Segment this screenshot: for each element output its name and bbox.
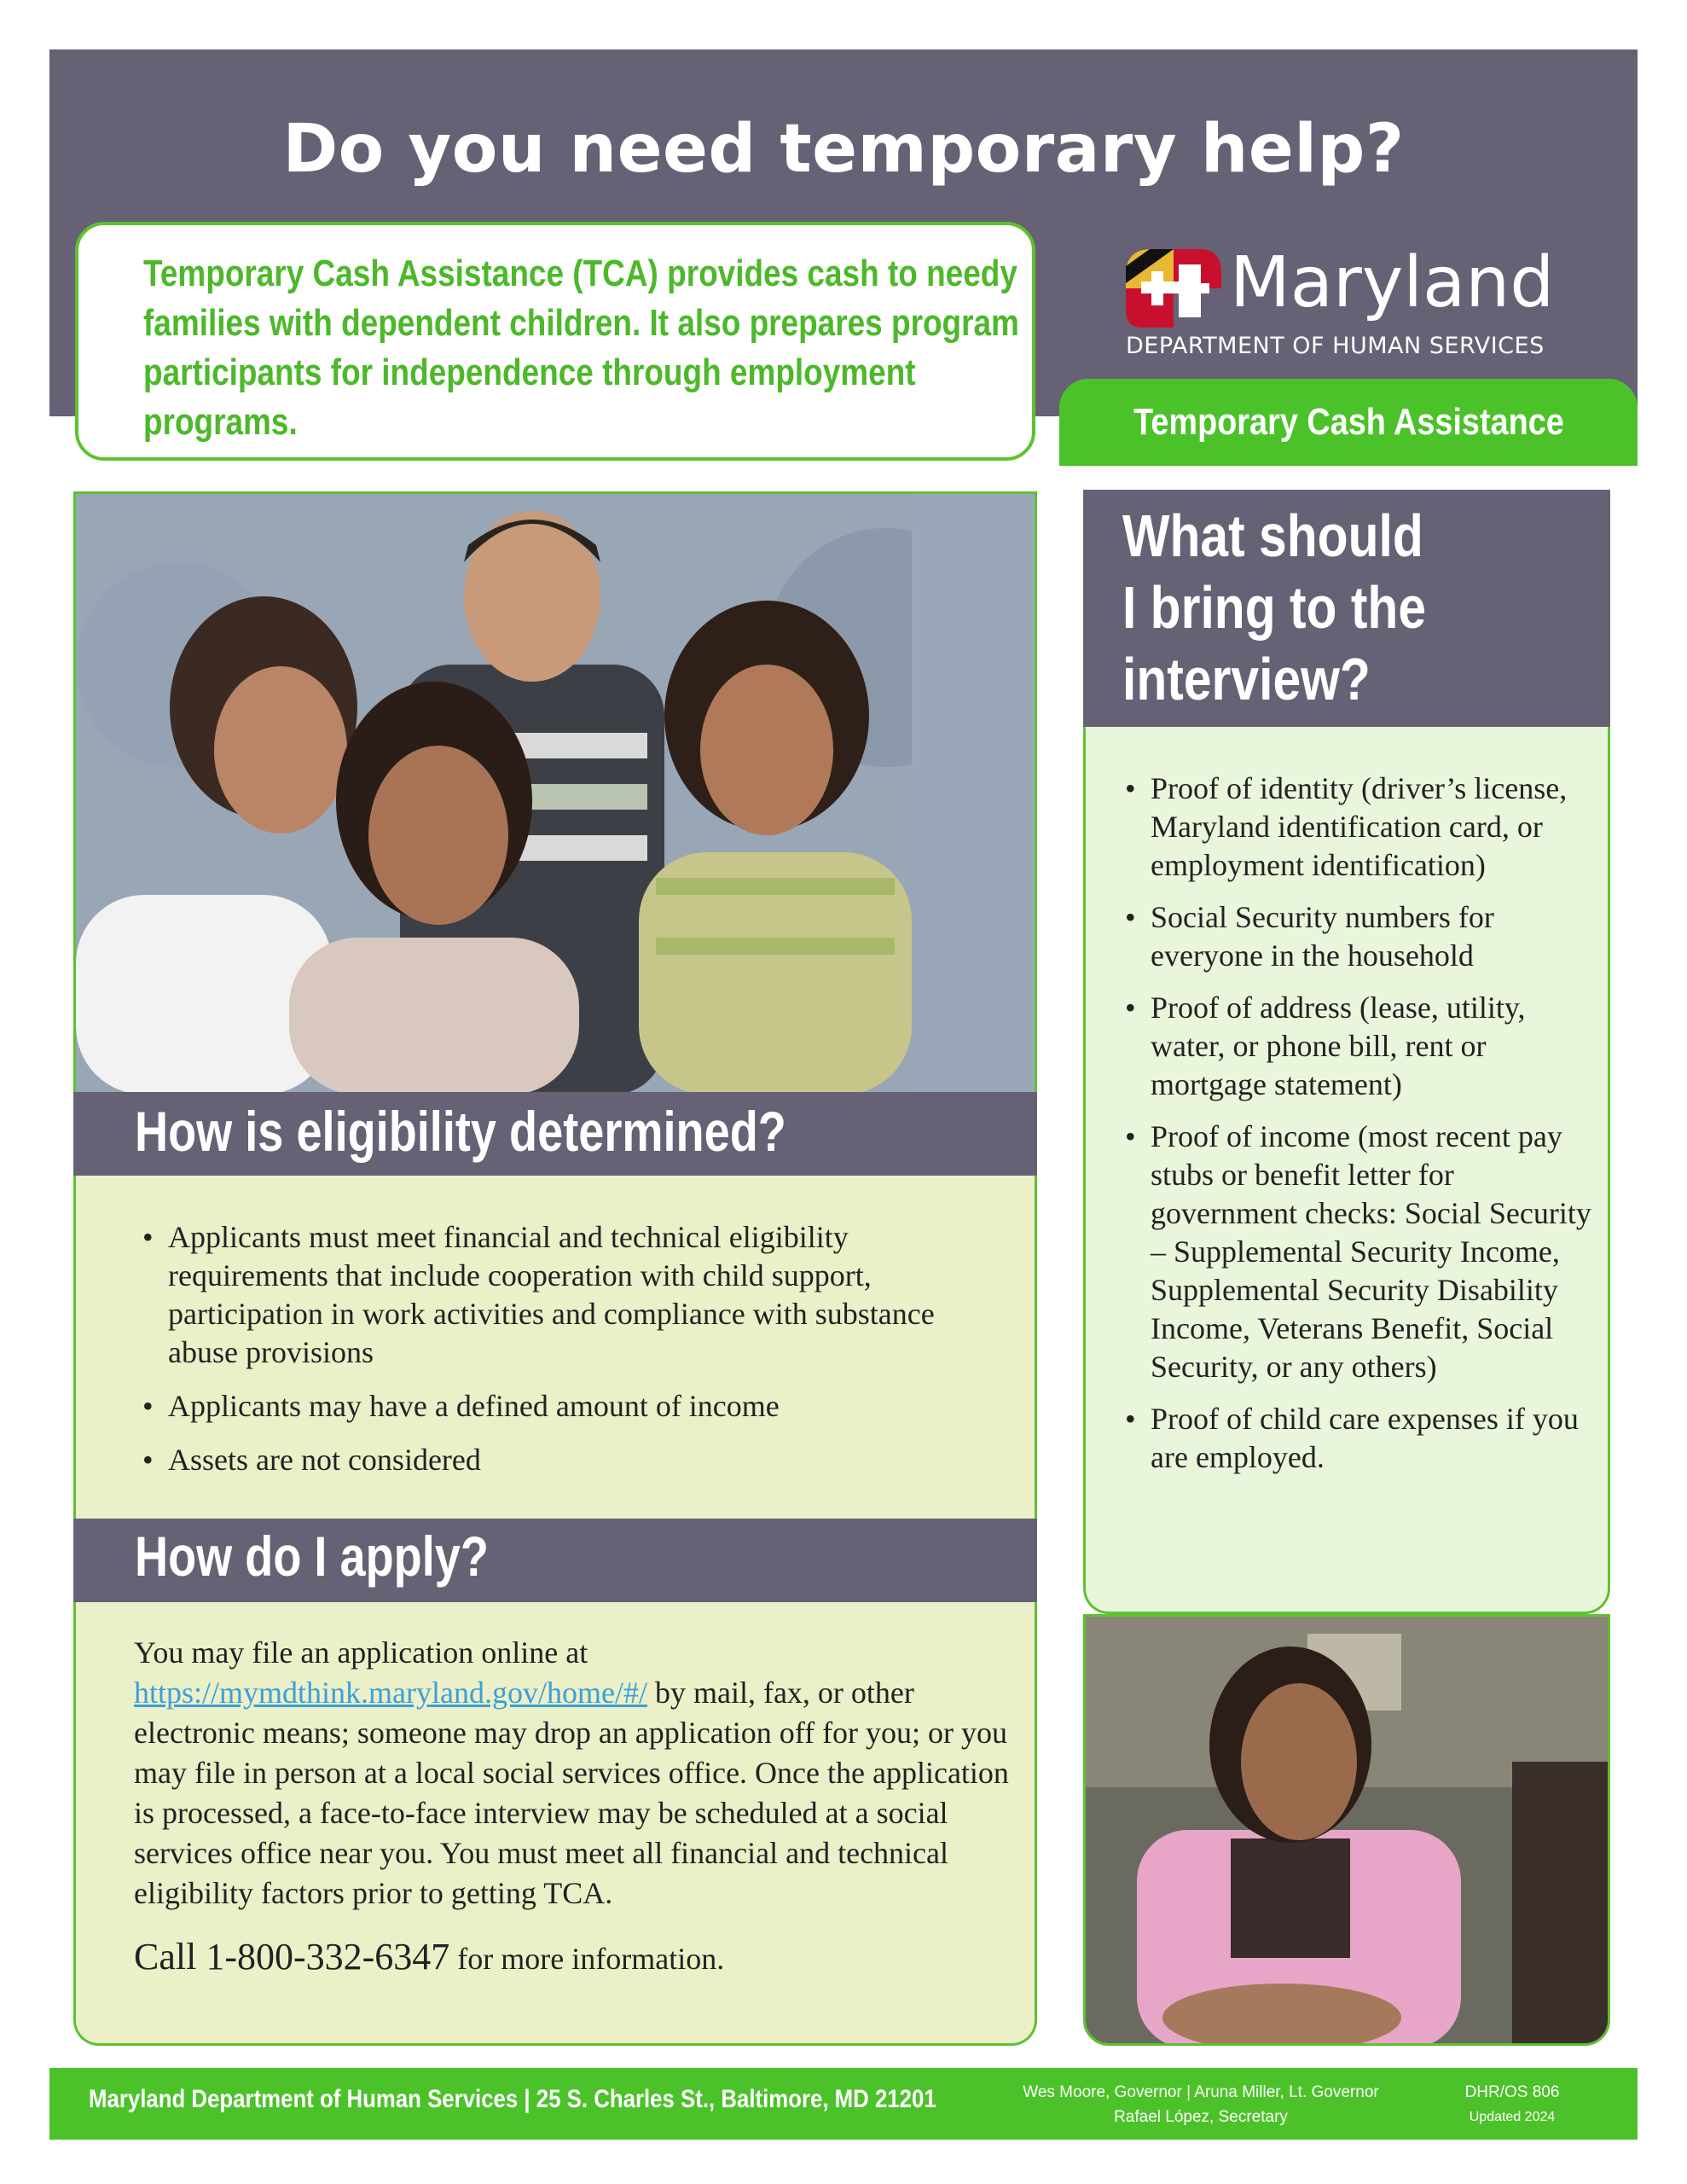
logo-department: DEPARTMENT OF HUMAN SERVICES bbox=[1126, 333, 1545, 359]
eligibility-list bbox=[142, 1218, 995, 1495]
list-item: • Proof of address (lease, utility, water, or phone bill, rent or mortgage statement) bbox=[1125, 989, 1603, 1104]
eligibility-panel bbox=[73, 1176, 1037, 1519]
woman-photo bbox=[1083, 1614, 1610, 2046]
list-item: • Proof of child care expenses if you are employed. bbox=[1125, 1400, 1603, 1477]
family-photo bbox=[73, 491, 1037, 1092]
footer-officials-line1: Wes Moore, Governor | Aruna Miller, Lt. Governor bbox=[1023, 2083, 1379, 2101]
application-link[interactable]: https://mymdthink.maryland.gov/home/#/ bbox=[134, 1676, 647, 1710]
call-line bbox=[134, 1935, 724, 1978]
list-item: • Social Security numbers for everyone in the household bbox=[1125, 898, 1603, 975]
flyer-page bbox=[49, 49, 1638, 2140]
program-label bbox=[1059, 379, 1638, 466]
woman-photo-illustration bbox=[1086, 1617, 1610, 2046]
intro-box bbox=[75, 222, 1035, 461]
maryland-dhs-logo bbox=[1126, 242, 1586, 367]
footer-officials bbox=[988, 2080, 1414, 2129]
list-item: • Assets are not considered bbox=[142, 1441, 995, 1479]
intro-text: Temporary Cash Assistance (TCA) provides cash to needy families with dependent children. It also prepares program participants for independence through employment programs. bbox=[143, 253, 1019, 443]
apply-text-after: by mail, fax, or other electronic means; someone may drop an application off for you; or you may file in person at a local social services office. Once the application is processed, a face-to-face interview may be scheduled at a social services office near you. You must meet all financial and technical eligibility factors prior to getting TCA. bbox=[134, 1676, 1009, 1910]
updated-date: Updated 2024 bbox=[1469, 2110, 1556, 2124]
phone-number: Call 1-800-332-6347 bbox=[134, 1936, 450, 1978]
list-item: • Proof of identity (driver’s license, Maryland identification card, or employment identification) bbox=[1125, 770, 1603, 885]
call-suffix: for more information. bbox=[449, 1942, 725, 1976]
apply-text-before: You may file an application online at bbox=[134, 1635, 588, 1670]
apply-heading-bar bbox=[73, 1519, 1037, 1602]
footer-form-info bbox=[1448, 2080, 1576, 2129]
logo-wordmark: Maryland bbox=[1230, 242, 1555, 323]
bring-heading-line2: I bring to the bbox=[1122, 574, 1427, 641]
apply-panel bbox=[73, 1602, 1037, 2046]
bring-panel bbox=[1083, 727, 1610, 1614]
eligibility-heading: How is eligibility determined? bbox=[135, 1100, 786, 1163]
form-id: DHR/OS 806 bbox=[1464, 2083, 1560, 2101]
bring-heading bbox=[1122, 500, 1426, 715]
bring-heading-line3: interview? bbox=[1122, 646, 1371, 712]
program-label-text: Temporary Cash Assistance bbox=[1133, 401, 1564, 443]
bring-heading-bar bbox=[1083, 490, 1610, 727]
bring-list bbox=[1125, 770, 1603, 1490]
list-item: • Applicants may have a defined amount of income bbox=[142, 1387, 995, 1426]
apply-paragraph bbox=[134, 1633, 1021, 1914]
list-item: • Applicants must meet financial and technical eligibility requirements that include cooperation with child support, participation in work activities and compliance with substance abuse provisions bbox=[142, 1218, 995, 1372]
footer-officials-line2: Rafael López, Secretary bbox=[1114, 2108, 1288, 2126]
apply-heading: How do I apply? bbox=[135, 1525, 489, 1588]
list-item: • Proof of income (most recent pay stubs or benefit letter for government checks: Social Security – Supplemental Security Income, Supplemental Security Disability Income, Veterans Benefit, Social Security, or any others) bbox=[1125, 1118, 1603, 1386]
maryland-flag-icon bbox=[1126, 249, 1221, 328]
bring-heading-line1: What should bbox=[1122, 502, 1423, 569]
family-photo-illustration bbox=[76, 494, 1037, 1092]
footer-address: Maryland Department of Human Services | 25 S. Charles St., Baltimore, MD 21201 bbox=[89, 2085, 936, 2113]
eligibility-heading-bar bbox=[73, 1092, 1037, 1176]
page-title: Do you need temporary help? bbox=[282, 111, 1405, 188]
footer-bar bbox=[49, 2068, 1638, 2140]
